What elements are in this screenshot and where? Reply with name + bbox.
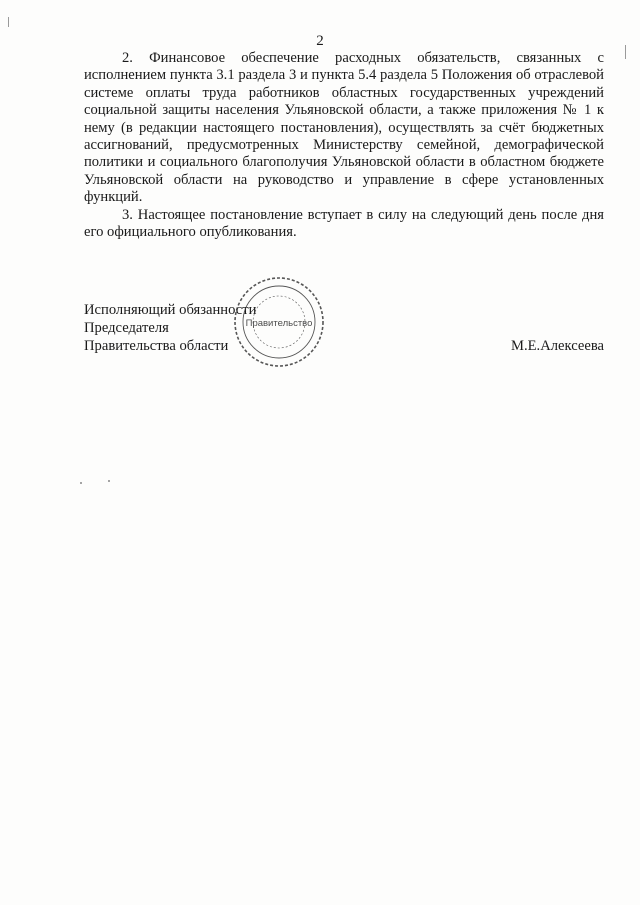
signer-name: М.Е.Алексеева xyxy=(511,338,604,354)
scan-speck xyxy=(108,480,110,482)
paragraph-entry-into-force: 3. Настоящее постановление вступает в силу на следующий день после дня его официального опубликования. xyxy=(84,206,604,241)
signatory-title-line-2: Председателя xyxy=(84,320,169,336)
seal-center-text: Правительство xyxy=(245,318,313,329)
paragraph-financing: 2. Финансовое обеспечение расходных обязательств, связанных с исполнением пункта 3.1 раздела 3 и пункта 5.4 раздела 5 Положения об отраслевой системе оплаты труда работников областных государственных учреждений социальной защиты населения Ульяновской области, а также приложения № 1 к нему (в редакции настоящего постановления), осуществлять за счёт бюджетных ассигнований, предусмотренных Министерству семейной, демографической политики и социального благополучия Ульяновской области в областном бюджете Ульяновской области на руководство и управление в сфере установленных функций. xyxy=(84,50,604,206)
signatory-title-line-3: Правительства области xyxy=(84,338,229,354)
scan-edge-mark xyxy=(8,17,9,27)
official-seal-stamp xyxy=(231,274,327,370)
scan-edge-mark xyxy=(625,45,626,59)
signature-block xyxy=(84,301,604,355)
scan-speck xyxy=(80,482,82,484)
signatory-title-line-1: Исполняющий обязанности xyxy=(84,302,257,318)
page-number: 2 xyxy=(316,33,324,49)
document-body xyxy=(84,50,604,241)
